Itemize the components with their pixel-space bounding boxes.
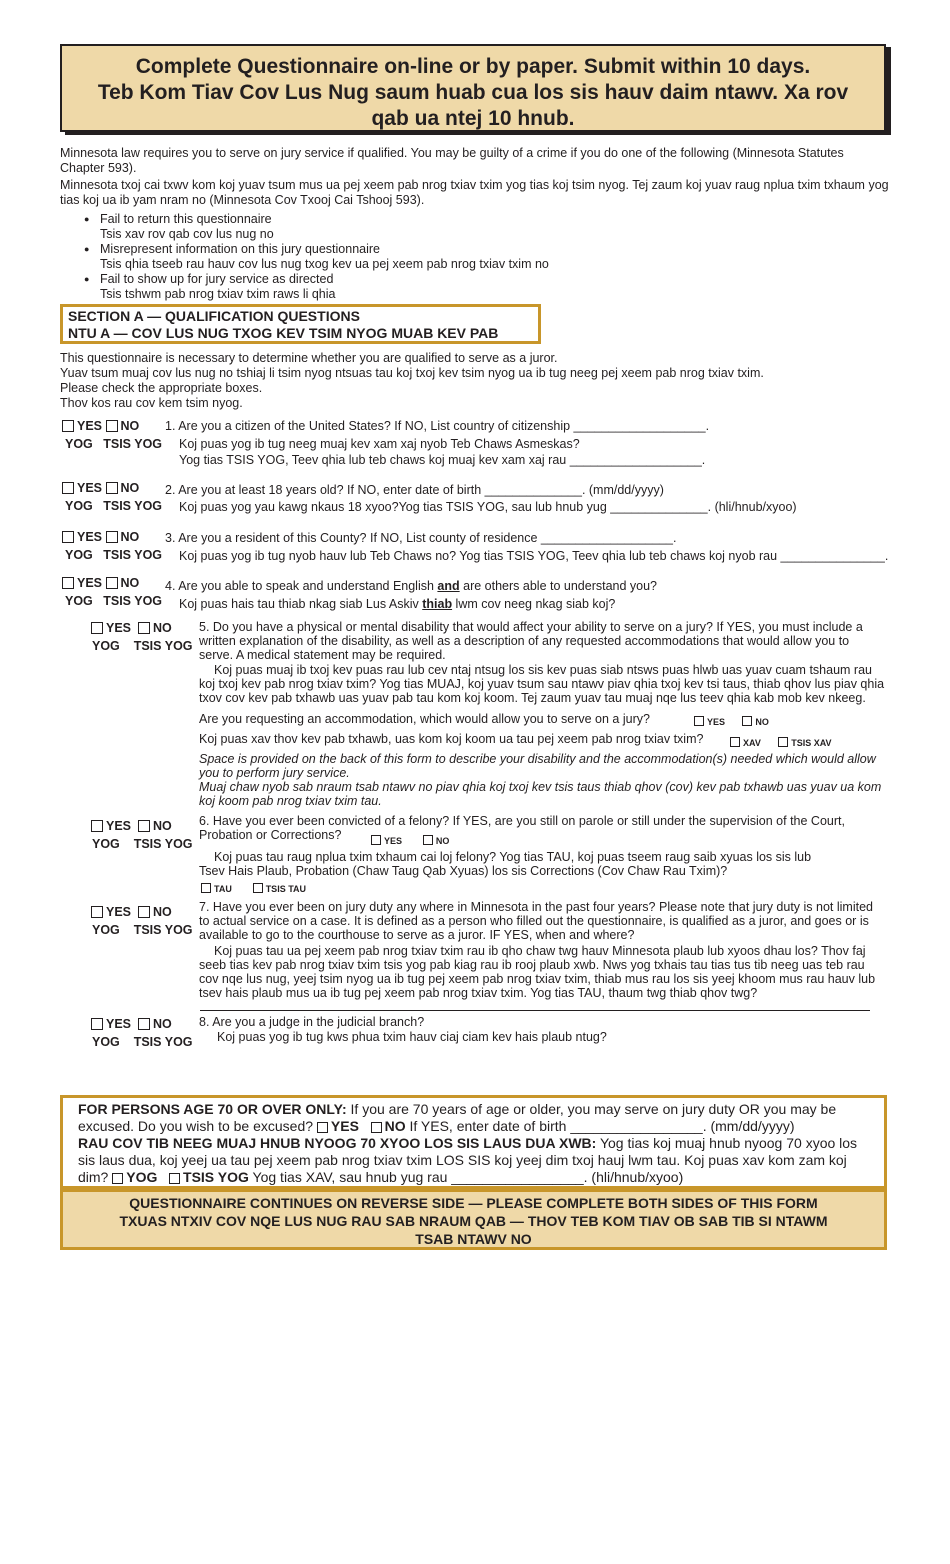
q3-no-checkbox[interactable] xyxy=(106,531,118,543)
q5-accom-no-checkbox[interactable] xyxy=(742,716,752,726)
q5-accom-en: Are you requesting an accommodation, which would allow you to serve on a jury? xyxy=(199,712,650,726)
q6-sub-yes-checkbox[interactable] xyxy=(371,835,381,845)
reverse-side-notice xyxy=(60,1189,887,1250)
age70-yes-checkbox[interactable] xyxy=(317,1122,328,1133)
age-70-section: FOR PERSONS AGE 70 OR OVER ONLY: If you are 70 years of age or older, you may serve on jury duty OR you may be excused. Do you wish to be excused? YES NO If YES, enter date of birth _________________. (mm/dd/yyyy) RAU COV TIB NEEG MUAJ HNUB NYOOG 70 XYOO LOS SIS LAUS DUA XWB: Yog tias koj muaj hnub nyoog 70 xyoo los sis laus dua, koj yeej ua tau pej xeem pab nrog txiav txim LOS SIS koj yeej dim txoj hauj lwm tau. Koj puas xav kom zam koj dim? YOG TSIS YOG Yog tias XAV, sau hnub yug rau _________________. (hli/hnub/xyoo) xyxy=(60,1095,887,1189)
q4-no-checkbox[interactable] xyxy=(106,577,118,589)
q5-accom-xav-checkbox[interactable] xyxy=(730,737,740,747)
footer-line-2: TXUAS NTXIV COV NQE LUS NUG RAU SAB NRAUM QAB — THOV TEB KOM TIAV OB SAB TIB SI NTAWM xyxy=(119,1213,828,1229)
q2-text-hm: Koj puas yog yau kawg nkaus 18 xyoo?Yog tias TSIS YOG, sau lub hnub yug ______________. (hli/hnub/xyoo) xyxy=(179,500,797,514)
q4-answer: YES NO YOG TSIS YOG xyxy=(62,576,162,609)
section-a-heading xyxy=(60,304,541,344)
q7-answer: YES NO YOG TSIS YOG xyxy=(92,905,193,937)
q5-accom-hm: Koj puas xav thov kev pab txhawb, uas kom koj koom ua tau pej xeem pab nrog txiav txim? xyxy=(199,732,704,746)
q6-hm-answer: TAU TSIS TAU xyxy=(201,881,306,897)
q6-en-answer: YES NO xyxy=(371,833,449,849)
age70-no-checkbox[interactable] xyxy=(371,1122,382,1133)
header-line-3: qab ua ntej 10 hnub. xyxy=(371,107,575,130)
q7-no-checkbox[interactable] xyxy=(138,906,150,918)
q5-text-en: 5. Do you have a physical or mental disability that would affect your ability to serve on a jury? If YES, you must include a written explanation of the disability, as well as a description of any requested accommodations that would allow you to serve. A medical statement may be required. xyxy=(199,620,863,662)
q6-no-checkbox[interactable] xyxy=(138,820,150,832)
q5-yes-checkbox[interactable] xyxy=(91,622,103,634)
q5-no-checkbox[interactable] xyxy=(138,622,150,634)
q3-text-hm: Koj puas yog ib tug nyob hauv lub Teb Chaws no? Yog tias TSIS YOG, Teev qhia lub teb chaws koj nyob rau _______________. xyxy=(179,549,889,563)
q5-accom-tsis-xav-checkbox[interactable] xyxy=(778,737,788,747)
q6-tau-checkbox[interactable] xyxy=(201,883,211,893)
q5-text-hm: Koj puas muaj ib txoj kev puas rau lub cev ntaj ntsug los sis kev puas siab ntsws puas hlwb uas yuav cuam tshaum rau koj txoj kev pab nrog txiav txim? Yog tias MUAJ, koj yuav tsum sau ntawv piav qhia txoj kev tsi taus, thiab qhov lus piav qhia txov cov kev pab txhawb uas yuav pab tau kom koj koom. Tej zaum yuav tau muaj nqe lus teev qhia kab mob kev nkeeg. xyxy=(199,663,885,705)
q8-yes-checkbox[interactable] xyxy=(91,1018,103,1030)
penalty-list xyxy=(84,212,549,302)
list-item: ● Misrepresent information on this jury questionnaire Tsis qhia tseeb rau hauv cov lus nug txog kev ua pej xeem pab nrog txiav txim no xyxy=(84,242,549,272)
q4-text-hm: Koj puas hais tau thiab nkag siab Lus Askiv thiab lwm cov neeg nkag siab koj? xyxy=(179,597,616,611)
q8-text-hm: Koj puas yog ib tug kws phua txim hauv ciaj ciam kev hais plaub ntug? xyxy=(217,1030,607,1044)
q8-answer: YES NO YOG TSIS YOG xyxy=(92,1017,193,1049)
header-line-1: Complete Questionnaire on-line or by paper. Submit within 10 days. xyxy=(135,55,811,78)
age70-tsis-yog-checkbox[interactable] xyxy=(169,1173,180,1184)
q2-text-en: 2. Are you at least 18 years old? If NO, enter date of birth ______________. (mm/dd/yyyy) xyxy=(165,483,664,497)
law-text-hm: Minnesota txoj cai txwv kom koj yuav tsum mus ua pej xeem pab nrog txiav txim yog tias koj tsim nyog. Tej zaum koj yuav raug nplua txim txhaum yog tias koj ua ib yam nram no (Minnesota Cov Txooj Cai Tshooj 593). xyxy=(60,178,889,207)
age70-yog-checkbox[interactable] xyxy=(112,1173,123,1184)
q7-text-hm: Koj puas tau ua pej xeem pab nrog txiav txim rau ib qho chaw twg hauv Minnesota plaub lub xyoos dhau los? Thov faj seeb tias kev pab nrog txiav txim tsis yog pab kiag rau ib rooj plaub xwb. Nws yog txhais tau tias tus tib neeg uas teb rau cov nqe lus nug, yeej tsim nyog ua ib tug pej xeem pab nrog txiav txim, thiab mus rau los sis yeej khoom mus rau hauv lub tsev hais plaub mus ua ib tug pej xeem pab nrog txiav txim. Yog tias TAU, thaum twg thiab qhov twg? xyxy=(199,944,876,1000)
footer-line-1: QUESTIONNAIRE CONTINUES ON REVERSE SIDE — PLEASE COMPLETE BOTH SIDES OF THIS FORM xyxy=(129,1195,818,1211)
q4-yes-checkbox[interactable] xyxy=(62,577,74,589)
q5-accom-hm-answer: XAV TSIS XAV xyxy=(730,735,832,751)
q7-answer-line[interactable] xyxy=(200,1010,870,1011)
q6-text-hm: Koj puas tau raug nplua txim txhaum cai loj felony? Yog tias TAU, koj puas tseem raug saib xyuas los sis lub Tsev Hais Plaub, Probation (Chaw Taug Qab Xyuas) los sis Corrections (Cov Chaw Rau Txim)? xyxy=(199,850,812,878)
age70-heading-en: FOR PERSONS AGE 70 OR OVER ONLY: xyxy=(78,1101,347,1117)
section-title-en: SECTION A — QUALIFICATION QUESTIONS xyxy=(68,308,360,324)
q8-text-en: 8. Are you a judge in the judicial branch? xyxy=(199,1015,425,1029)
q3-yes-checkbox[interactable] xyxy=(62,531,74,543)
q3-answer: YES NO YOG TSIS YOG xyxy=(62,530,162,563)
q8-no-checkbox[interactable] xyxy=(138,1018,150,1030)
q2-no-checkbox[interactable] xyxy=(106,482,118,494)
q1-text-hm-2: Yog tias TSIS YOG, Teev qhia lub teb chaws koj muaj kev xam xaj rau ___________________. xyxy=(179,453,706,467)
q6-yes-checkbox[interactable] xyxy=(91,820,103,832)
q6-answer: YES NO YOG TSIS YOG xyxy=(92,819,193,851)
q1-answer: YES NO YOG TSIS YOG xyxy=(62,419,162,452)
q5-note-hm: Muaj chaw nyob sab nraum tsab ntawv no piav qhia koj txoj kev tsis taus thiab qhov (cov) kev pab txhawb uas yuav ua kom koj koom pab nrog txiav txim tau. xyxy=(199,780,882,808)
q5-answer: YES NO YOG TSIS YOG xyxy=(92,621,193,653)
age70-heading-hm: RAU COV TIB NEEG MUAJ HNUB NYOOG 70 XYOO LOS SIS LAUS DUA XWB: xyxy=(78,1135,597,1151)
q7-text-en: 7. Have you ever been on jury duty any where in Minnesota in the past four years? Please note that jury duty is not limited to actual service on a case. It is defined as a person who filled out the questionnaire, is qualified as a juror, and goes or is available to go to the courthouse to serve as a juror. IF YES, when and where? xyxy=(199,900,873,942)
q5-note-en: Space is provided on the back of this form to describe your disability and the accommodation(s) needed which would allow you to perform jury service. xyxy=(199,752,876,780)
q2-answer: YES NO YOG TSIS YOG xyxy=(62,481,162,514)
header-banner xyxy=(60,44,886,132)
q1-no-checkbox[interactable] xyxy=(106,420,118,432)
law-text-en: Minnesota law requires you to serve on jury service if qualified. You may be guilty of a crime if you do one of the following (Minnesota Statutes Chapter 593). xyxy=(60,146,844,175)
section-title-hm: NTU A — COV LUS NUG TXOG KEV TSIM NYOG MUAB KEV PAB xyxy=(68,325,499,341)
q6-sub-no-checkbox[interactable] xyxy=(423,835,433,845)
list-item: ● Fail to return this questionnaire Tsis xav rov qab cov lus nug no xyxy=(84,212,549,242)
q5-accom-en-answer: YES NO xyxy=(694,714,769,730)
q1-text-hm-1: Koj puas yog ib tug neeg muaj kev xam xaj nyob Teb Chaws Asmeskas? xyxy=(179,437,580,451)
q2-yes-checkbox[interactable] xyxy=(62,482,74,494)
q6-text-en: 6. Have you ever been convicted of a felony? If YES, are you still on parole or still under the supervision of the Court, Probation or Corrections? xyxy=(199,814,845,842)
footer-line-3: TSAB NTAWV NO xyxy=(415,1231,532,1247)
q5-accom-yes-checkbox[interactable] xyxy=(694,716,704,726)
header-line-2: Teb Kom Tiav Cov Lus Nug saum huab cua los sis hauv daim ntawv. Xa rov xyxy=(97,81,849,104)
q1-text-en: 1. Are you a citizen of the United States? If NO, List country of citizenship ___________________. xyxy=(165,419,710,433)
q1-yes-checkbox[interactable] xyxy=(62,420,74,432)
q7-yes-checkbox[interactable] xyxy=(91,906,103,918)
q6-tsis-tau-checkbox[interactable] xyxy=(253,883,263,893)
q4-text-en: 4. Are you able to speak and understand English and are others able to understand you? xyxy=(165,579,658,593)
list-item: ● Fail to show up for jury service as directed Tsis tshwm pab nrog txiav txim raws li qhia xyxy=(84,272,549,302)
section-a-intro: This questionnaire is necessary to determine whether you are qualified to serve as a juror. Yuav tsum muaj cov lus nug no tshiaj li tsim nyog ntsuas tau koj txoj kev tsim nyog ua ib tug neeg pej xeem pab nrog txiav txim. Please check the appropriate boxes. Thov kos rau cov kem tsim nyog. xyxy=(60,351,764,410)
q3-text-en: 3. Are you a resident of this County? If NO, List county of residence ___________________. xyxy=(165,531,677,545)
